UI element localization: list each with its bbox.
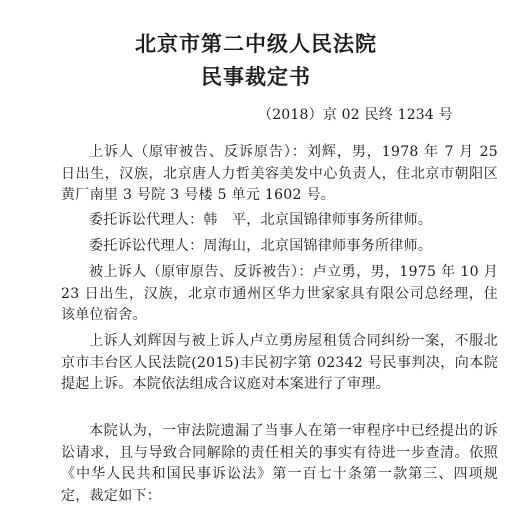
court-name: 北京市第二中级人民法院 bbox=[135, 31, 377, 56]
appellant-paragraph: 上诉人（原审被告、反诉原告）：刘辉，男，1978 年 7 月 25 日出生，汉族，北京唐人力哲美容美发中心负责人，住北京市朝阳区黄厂南里 3 号院 3 号楼 5 单元 1602 号。 bbox=[61, 144, 498, 203]
appellant-agent-2: 委托诉讼代理人：周海山，北京国锦律师事务所律师。 bbox=[89, 238, 433, 254]
appellee-paragraph: 被上诉人（原审原告、反诉被告）：卢立勇，男，1975 年 10 月 23 日出生，汉族，北京市通州区华力世家家具有限公司总经理，住该单位宿舍。 bbox=[61, 264, 498, 323]
document-type-title: 民事裁定书 bbox=[201, 64, 311, 89]
appellant-agent-1: 委托诉讼代理人：韩 平，北京国锦律师事务所律师。 bbox=[89, 212, 433, 228]
court-opinion-paragraph: 本院认为，一审法院遗漏了当事人在第一审程序中已经提出的诉讼请求，且与导致合同解除的责任相关的事实有待进一步查清。依照《中华人民共和国民事诉讼法》第一百七十条第一款第三、四项规定，裁定如下： bbox=[61, 423, 498, 504]
case-number: （2018）京 02 民终 1234 号 bbox=[258, 107, 453, 123]
case-summary-paragraph: 上诉人刘辉因与被上诉人卢立勇房屋租赁合同纠纷一案，不服北京市丰台区人民法院(2015)丰民初字第 02342 号民事判决，向本院提起上诉。本院依法组成合议庭对本案进行了审理。 bbox=[61, 333, 498, 392]
